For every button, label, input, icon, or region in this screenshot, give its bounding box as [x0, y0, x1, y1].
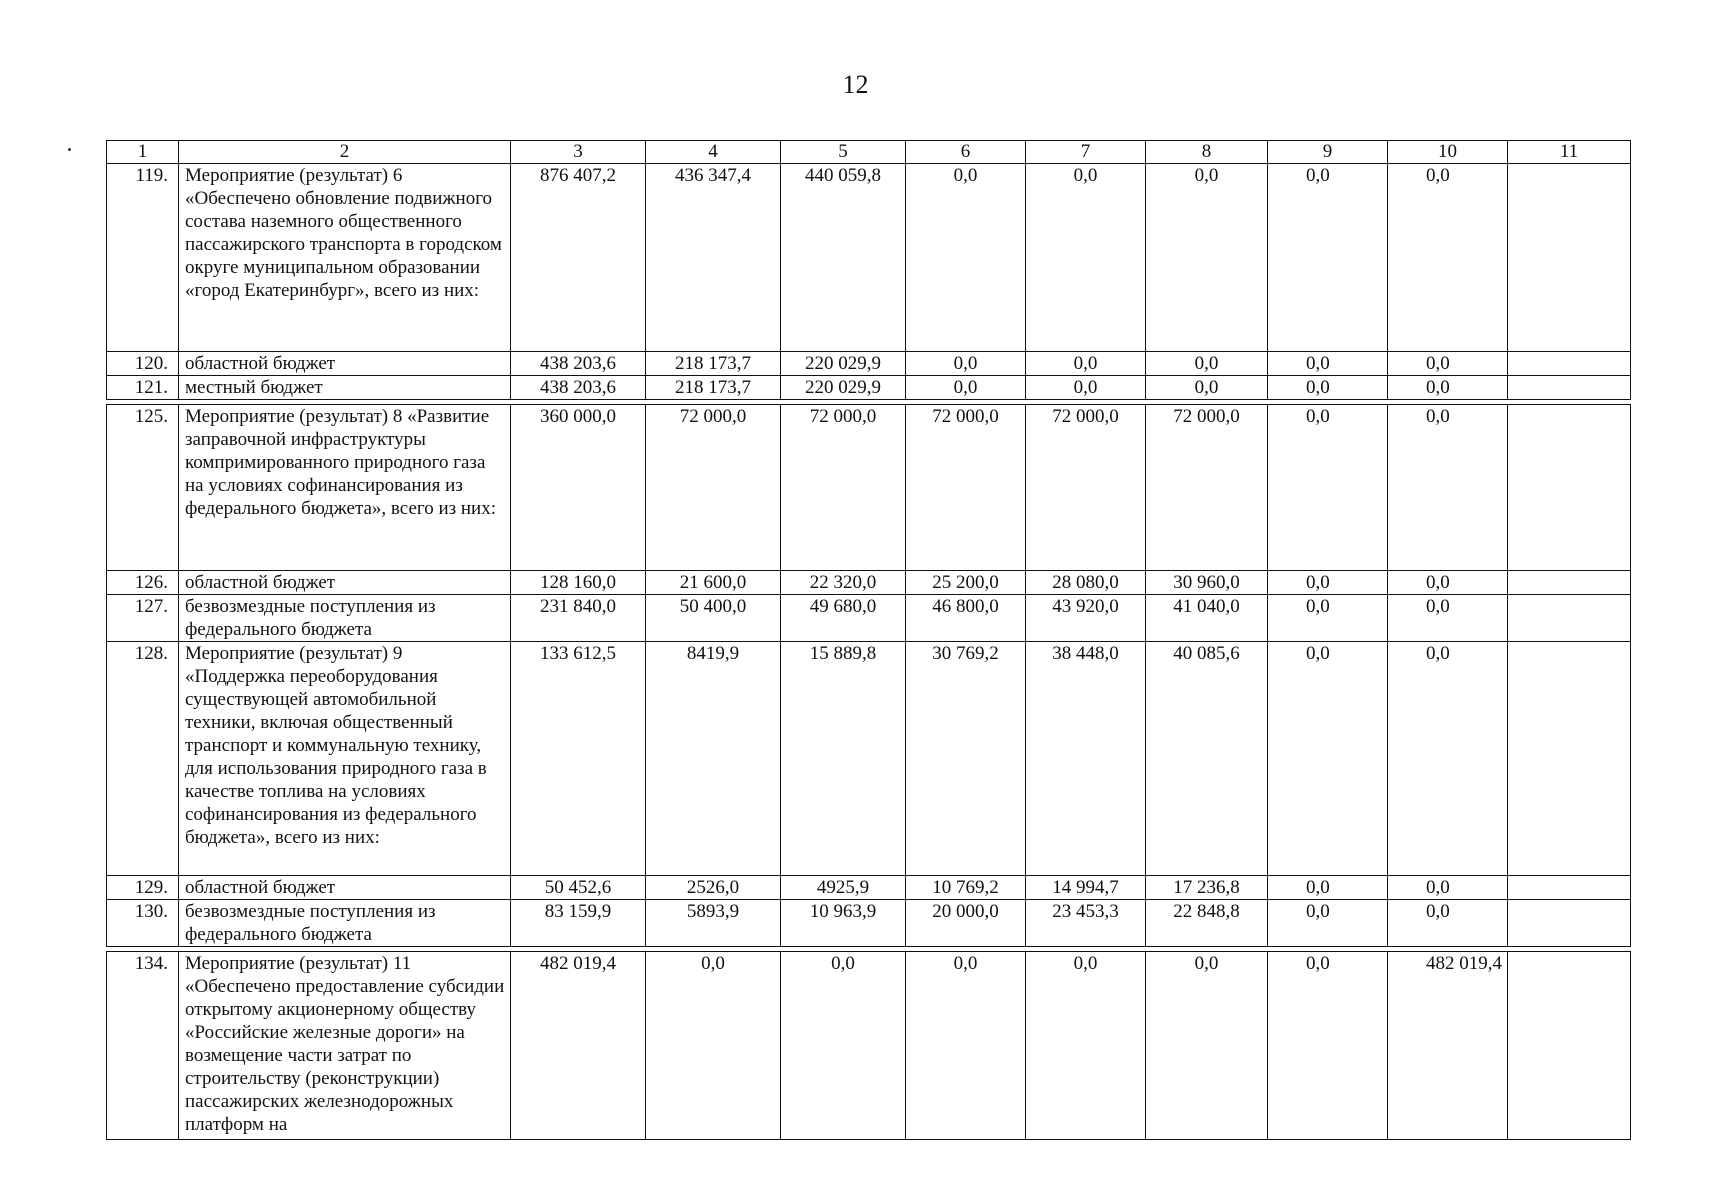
value-cell-col-11 [1508, 642, 1631, 876]
value-cell-col-11 [1508, 164, 1631, 352]
value-cell-col-9: 0,0 [1268, 376, 1388, 400]
table-row [107, 642, 1631, 876]
row-title: местный бюджет [179, 376, 511, 400]
row-title: областной бюджет [179, 571, 511, 595]
value-cell-col-5: 49 680,0 [781, 595, 906, 642]
value-cell-col-4: 218 173,7 [646, 352, 781, 376]
value-cell-col-4: 218 173,7 [646, 376, 781, 400]
header-cell: 7 [1026, 141, 1146, 164]
header-cell: 10 [1388, 141, 1508, 164]
value-cell-col-3: 438 203,6 [511, 352, 646, 376]
row-title: безвозмездные поступления из федерального бюджета [179, 595, 511, 642]
row-number: 125. [107, 405, 179, 571]
table-row [107, 900, 1631, 947]
value-cell-col-4: 0,0 [646, 952, 781, 1140]
value-cell-col-5: 10 963,9 [781, 900, 906, 947]
value-cell-col-4: 21 600,0 [646, 571, 781, 595]
value-cell-col-6: 25 200,0 [906, 571, 1026, 595]
value-cell-col-8: 0,0 [1146, 376, 1268, 400]
value-cell-col-9: 0,0 [1268, 405, 1388, 571]
value-cell-col-3: 133 612,5 [511, 642, 646, 876]
value-cell-col-8: 30 960,0 [1146, 571, 1268, 595]
row-number: 130. [107, 900, 179, 947]
header-cell: 4 [646, 141, 781, 164]
page-number: 12 [842, 70, 869, 99]
table-body [107, 141, 1631, 1140]
value-cell-col-8: 41 040,0 [1146, 595, 1268, 642]
value-cell-col-10: 0,0 [1388, 405, 1508, 571]
row-title: Мероприятие (результат) 9 «Поддержка переоборудования существующей автомобильной техники, включая общественный транспорт и коммунальную технику, для использования природного газа в качестве топлива на условиях софинансирования из федерального бюджета», всего из них: [179, 642, 511, 876]
value-cell-col-7: 43 920,0 [1026, 595, 1146, 642]
value-cell-col-6: 0,0 [906, 164, 1026, 352]
value-cell-col-4: 436 347,4 [646, 164, 781, 352]
value-cell-col-9: 0,0 [1268, 876, 1388, 900]
value-cell-col-8: 40 085,6 [1146, 642, 1268, 876]
table-row [107, 952, 1631, 1140]
value-cell-col-10: 482 019,4 [1388, 952, 1508, 1140]
value-cell-col-7: 14 994,7 [1026, 876, 1146, 900]
value-cell-col-7: 0,0 [1026, 352, 1146, 376]
row-title: Мероприятие (результат) 6 «Обеспечено обновление подвижного состава наземного общественного пассажирского транспорта в городском округе муниципальном образовании «город Екатеринбург», всего из них: [179, 164, 511, 352]
value-cell-col-3: 128 160,0 [511, 571, 646, 595]
value-cell-col-11 [1508, 571, 1631, 595]
value-cell-col-4: 2526,0 [646, 876, 781, 900]
value-cell-col-10: 0,0 [1388, 642, 1508, 876]
value-cell-col-4: 72 000,0 [646, 405, 781, 571]
value-cell-col-10: 0,0 [1388, 352, 1508, 376]
value-cell-col-6: 0,0 [906, 952, 1026, 1140]
value-cell-col-7: 0,0 [1026, 376, 1146, 400]
value-cell-col-8: 17 236,8 [1146, 876, 1268, 900]
value-cell-col-11 [1508, 952, 1631, 1140]
table-row [107, 164, 1631, 352]
value-cell-col-8: 0,0 [1146, 164, 1268, 352]
value-cell-col-7: 72 000,0 [1026, 405, 1146, 571]
row-title: Мероприятие (результат) 11 «Обеспечено предоставление субсидии открытому акционерному обществу «Российские железные дороги» на возмещение части затрат по строительству (реконструкции) пассажирских железнодорожных платформ на [179, 952, 511, 1140]
value-cell-col-3: 50 452,6 [511, 876, 646, 900]
value-cell-col-9: 0,0 [1268, 900, 1388, 947]
row-title: безвозмездные поступления из федерального бюджета [179, 900, 511, 947]
header-cell: 6 [906, 141, 1026, 164]
value-cell-col-3: 482 019,4 [511, 952, 646, 1140]
value-cell-col-5: 440 059,8 [781, 164, 906, 352]
value-cell-col-3: 876 407,2 [511, 164, 646, 352]
value-cell-col-4: 5893,9 [646, 900, 781, 947]
value-cell-col-3: 231 840,0 [511, 595, 646, 642]
row-number: 121. [107, 376, 179, 400]
value-cell-col-6: 0,0 [906, 352, 1026, 376]
header-cell: 3 [511, 141, 646, 164]
budget-table [106, 140, 1631, 1140]
value-cell-col-10: 0,0 [1388, 900, 1508, 947]
value-cell-col-10: 0,0 [1388, 876, 1508, 900]
value-cell-col-6: 20 000,0 [906, 900, 1026, 947]
value-cell-col-4: 50 400,0 [646, 595, 781, 642]
value-cell-col-8: 22 848,8 [1146, 900, 1268, 947]
value-cell-col-10: 0,0 [1388, 164, 1508, 352]
value-cell-col-10: 0,0 [1388, 376, 1508, 400]
value-cell-col-6: 46 800,0 [906, 595, 1026, 642]
value-cell-col-6: 0,0 [906, 376, 1026, 400]
value-cell-col-4: 8419,9 [646, 642, 781, 876]
row-title: Мероприятие (результат) 8 «Развитие заправочной инфраструктуры компримированного природного газа на условиях софинансирования из федерального бюджета», всего из них: [179, 405, 511, 571]
value-cell-col-10: 0,0 [1388, 571, 1508, 595]
value-cell-col-11 [1508, 900, 1631, 947]
value-cell-col-11 [1508, 595, 1631, 642]
table-row [107, 376, 1631, 400]
value-cell-col-5: 72 000,0 [781, 405, 906, 571]
row-title: областной бюджет [179, 876, 511, 900]
row-title: областной бюджет [179, 352, 511, 376]
value-cell-col-5: 22 320,0 [781, 571, 906, 595]
table-row [107, 595, 1631, 642]
value-cell-col-8: 72 000,0 [1146, 405, 1268, 571]
value-cell-col-9: 0,0 [1268, 642, 1388, 876]
value-cell-col-3: 83 159,9 [511, 900, 646, 947]
table-row [107, 405, 1631, 571]
value-cell-col-5: 0,0 [781, 952, 906, 1140]
value-cell-col-7: 0,0 [1026, 952, 1146, 1140]
value-cell-col-9: 0,0 [1268, 595, 1388, 642]
value-cell-col-11 [1508, 376, 1631, 400]
value-cell-col-7: 23 453,3 [1026, 900, 1146, 947]
value-cell-col-11 [1508, 405, 1631, 571]
value-cell-col-11 [1508, 876, 1631, 900]
row-number: 119. [107, 164, 179, 352]
value-cell-col-7: 0,0 [1026, 164, 1146, 352]
value-cell-col-6: 30 769,2 [906, 642, 1026, 876]
table-row [107, 352, 1631, 376]
row-number: 129. [107, 876, 179, 900]
value-cell-col-5: 4925,9 [781, 876, 906, 900]
value-cell-col-3: 438 203,6 [511, 376, 646, 400]
scan-dot-mark [68, 148, 71, 151]
table-row [107, 876, 1631, 900]
value-cell-col-7: 28 080,0 [1026, 571, 1146, 595]
value-cell-col-5: 220 029,9 [781, 352, 906, 376]
header-cell: 2 [179, 141, 511, 164]
value-cell-col-8: 0,0 [1146, 952, 1268, 1140]
value-cell-col-6: 72 000,0 [906, 405, 1026, 571]
value-cell-col-5: 15 889,8 [781, 642, 906, 876]
row-number: 126. [107, 571, 179, 595]
value-cell-col-9: 0,0 [1268, 164, 1388, 352]
header-cell: 9 [1268, 141, 1388, 164]
value-cell-col-9: 0,0 [1268, 352, 1388, 376]
table-row [107, 571, 1631, 595]
row-number: 128. [107, 642, 179, 876]
value-cell-col-6: 10 769,2 [906, 876, 1026, 900]
value-cell-col-3: 360 000,0 [511, 405, 646, 571]
value-cell-col-9: 0,0 [1268, 952, 1388, 1140]
header-cell: 1 [107, 141, 179, 164]
value-cell-col-7: 38 448,0 [1026, 642, 1146, 876]
row-number: 120. [107, 352, 179, 376]
row-number: 127. [107, 595, 179, 642]
value-cell-col-5: 220 029,9 [781, 376, 906, 400]
value-cell-col-10: 0,0 [1388, 595, 1508, 642]
value-cell-col-8: 0,0 [1146, 352, 1268, 376]
header-cell: 11 [1508, 141, 1631, 164]
value-cell-col-11 [1508, 352, 1631, 376]
table-header-row [107, 141, 1631, 164]
header-cell: 5 [781, 141, 906, 164]
value-cell-col-9: 0,0 [1268, 571, 1388, 595]
header-cell: 8 [1146, 141, 1268, 164]
row-number: 134. [107, 952, 179, 1140]
